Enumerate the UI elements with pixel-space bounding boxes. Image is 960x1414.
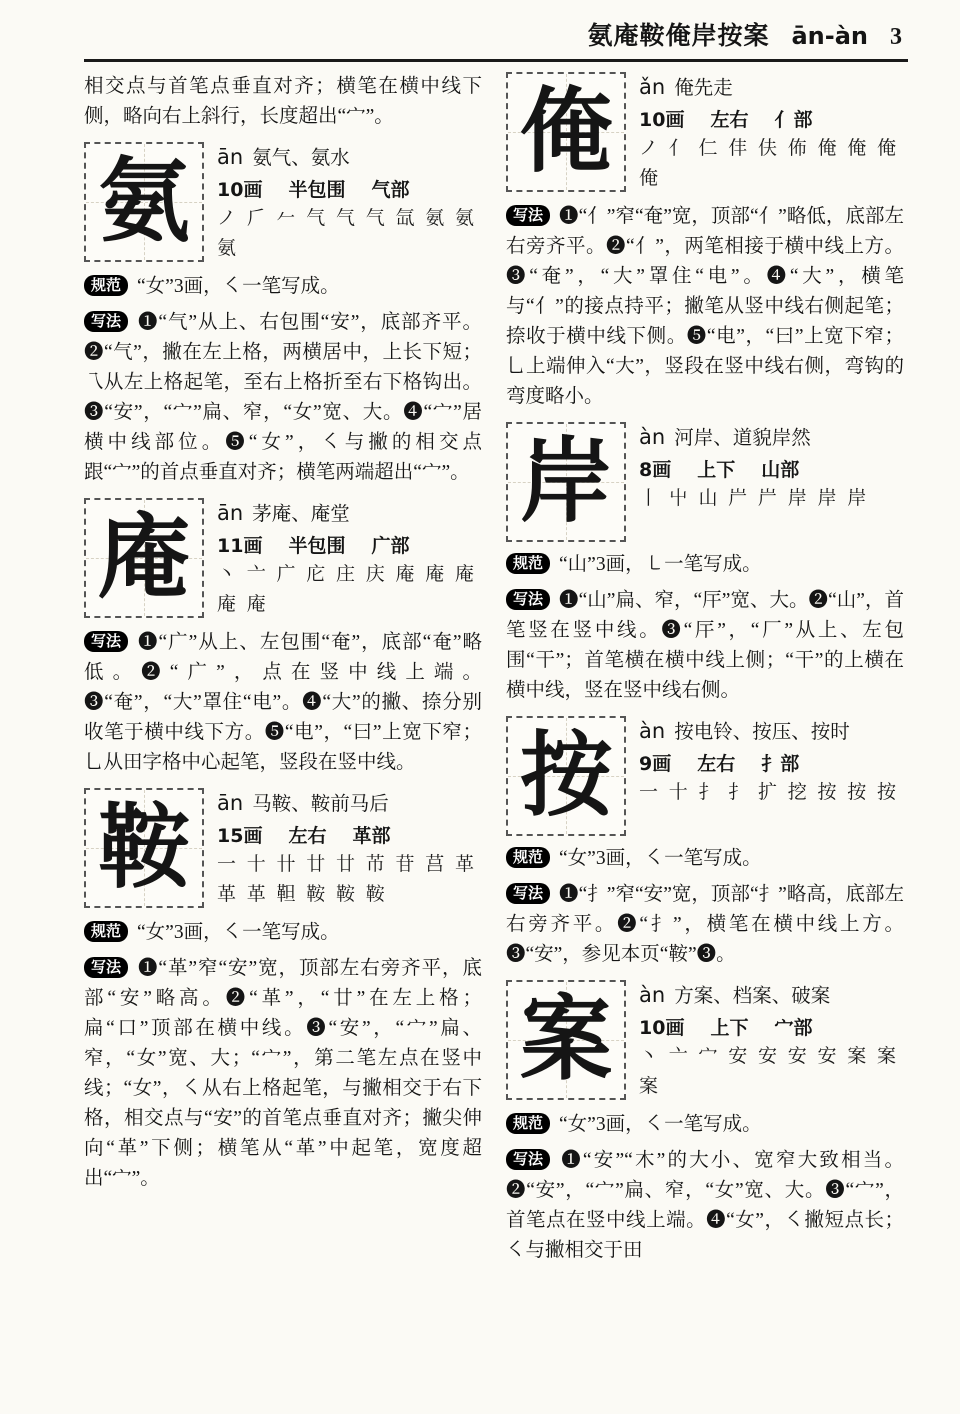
- xiefa-badge: 写法: [506, 1149, 550, 1170]
- meta-line: [639, 456, 904, 484]
- character-box-an6: [506, 716, 626, 836]
- header-entry-characters: 氨庵鞍俺岸按案: [587, 21, 770, 50]
- headword-character: 岸: [519, 431, 612, 533]
- structure-type: 上下: [710, 1017, 749, 1039]
- header-pinyin-range: ān-àn: [791, 22, 868, 50]
- entry-an3: [84, 788, 482, 910]
- meta-line: [639, 1014, 904, 1042]
- structure-type: 半包围: [288, 179, 346, 201]
- guifan-text: “女”3画，㇛一笔写成。: [137, 922, 340, 943]
- xiefa-paragraph: [506, 880, 904, 970]
- xiefa-paragraph: [506, 1146, 904, 1266]
- pinyin: àn: [639, 425, 666, 449]
- entry-an4: [506, 72, 904, 194]
- structure-type: 左右: [697, 753, 736, 775]
- character-box-an5: [506, 422, 626, 542]
- pinyin: àn: [639, 983, 666, 1007]
- radical: 宀部: [774, 1017, 813, 1039]
- left-column: [84, 72, 482, 1272]
- entry-an5: [506, 422, 904, 542]
- pinyin-examples-line: [639, 717, 904, 747]
- xiefa-text: ❶“亻”窄“奄”宽，顶部“亻”略低，底部左右旁齐平。❷“亻”，两笔相接于横中线上方。❸“奄”，“大”罩住“电”。❹“大”，横笔与“亻”的接点持平；撇笔从竖中线右侧起笔；捺收于横中线下侧。❺“电”，“曰”上宽下窄；乚上端伸入“大”，竖段在竖中线右侧，弯钩的弯度略小。: [506, 206, 904, 407]
- headword-character: 氨: [97, 151, 190, 253]
- guifan-badge: 规范: [84, 921, 128, 942]
- character-box-an2: [84, 498, 204, 618]
- xiefa-badge: 写法: [84, 631, 128, 652]
- entry-info-an6: [639, 716, 904, 836]
- pinyin-examples-line: [639, 73, 904, 103]
- xiefa-text: ❶“扌”窄“安”宽，顶部“扌”略高，底部左右旁齐平。❷“扌”，横笔在横中线上方。❸“安”，参见本页“鞍”❸。: [506, 884, 904, 965]
- entry-an2: [84, 498, 482, 620]
- character-box-an3: [84, 788, 204, 908]
- pinyin-examples-line: [639, 423, 904, 453]
- stroke-count: 15画: [217, 825, 263, 847]
- xiefa-badge: 写法: [506, 589, 550, 610]
- character-box-an4: [506, 72, 626, 192]
- xiefa-paragraph: [84, 308, 482, 488]
- pinyin: ān: [217, 501, 244, 525]
- xiefa-badge: 写法: [84, 311, 128, 332]
- pinyin-examples-line: [217, 789, 482, 819]
- xiefa-badge: 写法: [84, 957, 128, 978]
- meta-line: [639, 750, 904, 778]
- example-words: 茅庵、庵堂: [252, 504, 350, 525]
- example-words: 方案、档案、破案: [674, 986, 831, 1007]
- headword-character: 案: [519, 989, 612, 1091]
- headword-character: 俺: [519, 81, 612, 183]
- entry-info-an3: [217, 788, 482, 910]
- xiefa-badge: 写法: [506, 883, 550, 904]
- entry-an6: [506, 716, 904, 836]
- stroke-order-row: ノ 亻 仁 仹 伕 佈 俺 俺 俺: [639, 138, 900, 159]
- example-words: 俺先走: [674, 78, 733, 99]
- guifan-badge: 规范: [506, 847, 550, 868]
- guifan-text: “女”3画，㇛一笔写成。: [559, 1114, 762, 1135]
- stroke-order-row: 革 革 靼 鞍 鞍 鞍: [217, 884, 388, 905]
- stroke-order-row: 丶 亠 广 庀 庄 庆 庵 庵 庵: [217, 564, 478, 585]
- pinyin: ān: [217, 145, 244, 169]
- structure-type: 左右: [288, 825, 327, 847]
- meta-line: [217, 176, 482, 204]
- xiefa-text: ❶“气”从上、右包围“安”，底部齐平。❷“气”，撇在左上格，两横居中，上长下短；乁从左上格起笔，至右上格折至右下格钩出。❸“安”，“宀”扁、窄，“女”宽、大。❹“宀”居横中线部位。❺“女”，㇛与撇的相交点跟“宀”的首点垂直对齐；横笔两端超出“宀”。: [84, 312, 482, 483]
- pinyin-examples-line: [639, 981, 904, 1011]
- entry-an1: [84, 142, 482, 264]
- xiefa-text: ❶“安”“木”的大小、宽窄大致相当。❷“安”，“宀”扁、窄，“女”宽、大。❸“宀”，首笔点在竖中线上端。❹“女”，㇛撇短点长；㇛与撇相交于田: [506, 1150, 904, 1261]
- radical: 山部: [761, 459, 800, 481]
- continuation-paragraph: 相交点与首笔点垂直对齐；横笔在横中线下侧，略向右上斜行，长度超出“宀”。: [84, 76, 482, 127]
- structure-type: 上下: [697, 459, 736, 481]
- stroke-count: 10画: [639, 1017, 685, 1039]
- pinyin-examples-line: [217, 143, 482, 173]
- entry-info-an7: [639, 980, 904, 1102]
- page-number: 3: [890, 24, 902, 50]
- stroke-order-row: 庵 庵: [217, 594, 269, 615]
- guifan-text: “女”3画，㇛一笔写成。: [559, 848, 762, 869]
- guifan-text: “女”3画，㇛一笔写成。: [137, 276, 340, 297]
- example-words: 氨气、氨水: [252, 148, 350, 169]
- stroke-order-row: 案: [639, 1076, 662, 1097]
- radical: 亻部: [774, 109, 813, 131]
- guifan-paragraph: [506, 1110, 904, 1140]
- xiefa-paragraph: [506, 586, 904, 706]
- radical: 气部: [371, 179, 410, 201]
- meta-line: [217, 532, 482, 560]
- pinyin: àn: [639, 719, 666, 743]
- page-header: [84, 16, 908, 52]
- structure-type: 半包围: [288, 535, 346, 557]
- xiefa-badge: 写法: [506, 205, 550, 226]
- character-box-an1: [84, 142, 204, 262]
- guifan-badge: 规范: [506, 553, 550, 574]
- meta-line: [217, 822, 482, 850]
- guifan-text: “山”3画，㇄一笔写成。: [559, 554, 762, 575]
- entry-info-an2: [217, 498, 482, 620]
- xiefa-text: ❶“广”从上、左包围“奄”，底部“奄”略低。❷“广”，点在竖中线上端。❸“奄”，“大”罩住“电”。❹“大”的撇、捺分别收笔于横中线下方。❺“电”，“曰”上宽下窄；乚从田字格中心起笔，竖段在竖中线。: [84, 632, 482, 773]
- entry-an7: [506, 980, 904, 1102]
- entry-info-an1: [217, 142, 482, 264]
- headword-character: 按: [519, 725, 612, 827]
- two-column-body: [84, 72, 908, 1272]
- xiefa-paragraph: [506, 202, 904, 412]
- guifan-paragraph: [506, 550, 904, 580]
- example-words: 河岸、道貌岸然: [674, 428, 811, 449]
- radical: 扌部: [761, 753, 800, 775]
- example-words: 马鞍、鞍前马后: [252, 794, 389, 815]
- headword-character: 鞍: [97, 797, 190, 899]
- xiefa-paragraph: [84, 628, 482, 778]
- stroke-count: 10画: [217, 179, 263, 201]
- headword-character: 庵: [97, 507, 190, 609]
- xiefa-paragraph: [84, 954, 482, 1194]
- guifan-paragraph: [84, 272, 482, 302]
- guifan-paragraph: [84, 918, 482, 948]
- guifan-badge: 规范: [84, 275, 128, 296]
- pinyin-examples-line: [217, 499, 482, 529]
- xiefa-text: ❶“山”扁、窄，“厈”宽、大。❷“山”，首笔竖在竖中线。❸“厈”，“厂”从上、左包围“干”；首笔横在横中线上侧；“干”的上横在横中线，竖在竖中线右侧。: [506, 590, 904, 701]
- stroke-order-row: 丨 屮 山 屵 屵 岸 岸 岸: [639, 488, 870, 509]
- entry-info-an4: [639, 72, 904, 194]
- radical: 广部: [371, 535, 410, 557]
- stroke-count: 8画: [639, 459, 672, 481]
- guifan-paragraph: [506, 844, 904, 874]
- stroke-order-row: 丶 亠 宀 安 安 安 安 案 案: [639, 1046, 900, 1067]
- guifan-badge: 规范: [506, 1113, 550, 1134]
- header-rule: [84, 59, 908, 62]
- pinyin: ǎn: [639, 75, 666, 99]
- right-column: [506, 72, 904, 1272]
- stroke-order-row: 俺: [639, 168, 662, 189]
- entry-info-an5: [639, 422, 904, 542]
- meta-line: [639, 106, 904, 134]
- xiefa-text: ❶“革”窄“安”宽，顶部左右旁齐平，底部“安”略高。❷“革”，“廿”在左上格；扁“口”顶部在横中线。❸“安”，“宀”扁、窄，“女”宽、大；“宀”，第二笔左点在竖中线；“女”，㇛从右上格起笔，与撇相交于右下格，相交点与“安”的首笔点垂直对齐；撇尖伸向“革”下侧；横笔从“革”中起笔，宽度超出“宀”。: [84, 958, 482, 1189]
- structure-type: 左右: [710, 109, 749, 131]
- stroke-order-row: 一 十 卄 廿 廿 芇 苷 莒 革: [217, 854, 478, 875]
- character-box-an7: [506, 980, 626, 1100]
- stroke-order-row: 氨: [217, 238, 240, 259]
- stroke-count: 10画: [639, 109, 685, 131]
- stroke-count: 11画: [217, 535, 263, 557]
- example-words: 按电铃、按压、按时: [674, 722, 850, 743]
- stroke-count: 9画: [639, 753, 672, 775]
- stroke-order-row: ノ 𠂆 𠂉 气 气 气 氙 氨 氨: [217, 208, 478, 229]
- stroke-order-row: 一 十 扌 扌 扩 挖 按 按 按: [639, 782, 900, 803]
- radical: 革部: [352, 825, 391, 847]
- pinyin: ān: [217, 791, 244, 815]
